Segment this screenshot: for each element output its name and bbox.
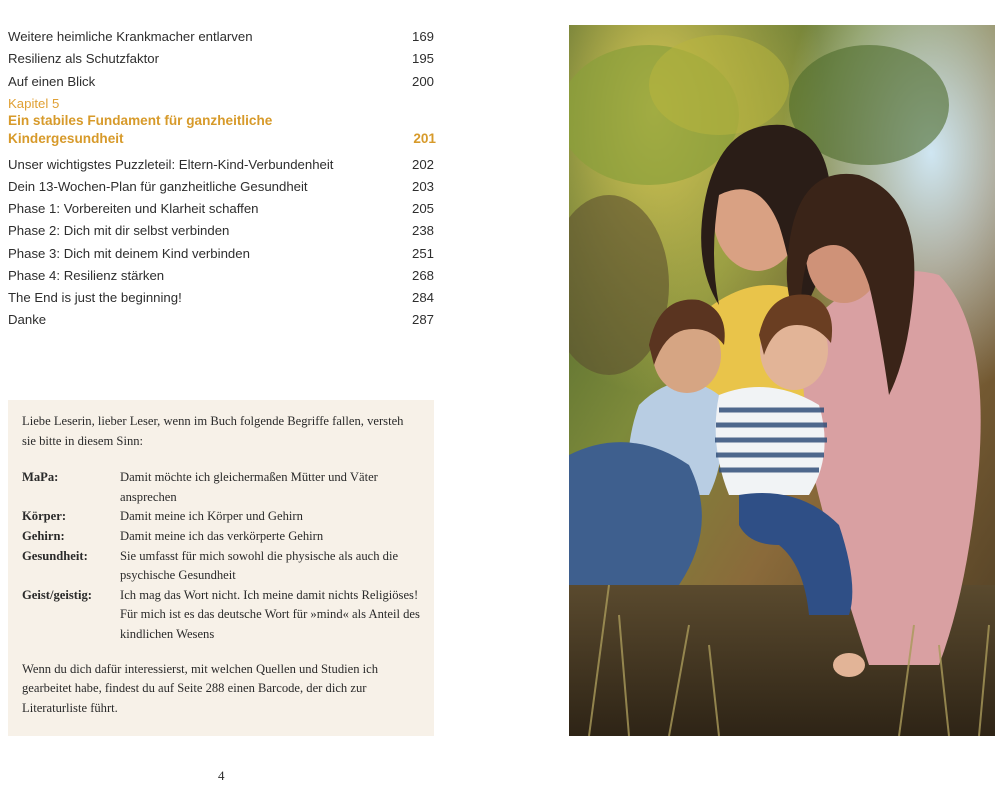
toc-entry-title: Phase 4: Resilienz stärken [8,267,165,283]
page-number: 4 [218,768,225,783]
glossary-entry [22,527,420,547]
toc-entry [8,261,436,283]
toc-entry-page: 202 [411,156,434,172]
toc-entry-title: Auf einen Blick [8,73,96,89]
toc-entry-title: Phase 2: Dich mit dir selbst verbinden [8,223,230,239]
toc-entry-page: 200 [411,73,434,89]
family-photo [569,25,995,736]
toc-entry-page: 287 [411,312,434,328]
toc-entry-title: Dein 13-Wochen-Plan für ganzheitliche Gesundheit [8,178,308,194]
toc-entry-page: 205 [411,201,434,217]
glossary-definition: Ich mag das Wort nicht. Ich meine damit nichts Religiöses! Für mich ist es das deutsche Wort für »mind« als Anteil des kindlichen Wesens [120,587,420,641]
glossary-term: MaPa: [22,470,59,485]
toc-entry-page: 268 [411,267,434,283]
toc-entry-title: Weitere heimliche Krankmacher entlarven [8,29,253,45]
glossary-entry [22,586,420,645]
chapter-page: 201 [413,130,436,146]
toc-entry-page: 195 [411,51,434,67]
glossary-term: Gehirn: [22,528,65,543]
glossary-entry [22,547,420,586]
chapter-label: Kapitel 5 [8,95,60,111]
toc-entry-title: Resilienz als Schutzfaktor [8,51,159,67]
glossary-definition: Sie umfasst für mich sowohl die physische als auch die psychische Gesundheit [120,548,399,583]
toc-entry-title: Danke [8,312,47,328]
glossary-definition: Damit meine ich Körper und Gehirn [120,509,303,524]
family-photo-illustration [569,25,995,736]
glossary-term: Gesundheit: [22,548,88,563]
chapter-heading [8,95,436,148]
glossary-term: Geist/geistig: [22,587,92,602]
chapter-title-row [8,112,436,148]
toc-entry-title: Phase 1: Vorbereiten und Klarheit schaffen [8,201,259,217]
toc-entry-page: 169 [411,29,434,45]
toc-entry [8,150,436,172]
glossary-box [8,400,434,736]
glossary-entry [22,507,420,527]
toc-entry-page: 238 [411,223,434,239]
toc-entry [8,283,436,305]
table-of-contents [8,22,436,327]
chapter-title: Ein stabiles Fundament für ganzheitliche Kindergesundheit [8,112,273,146]
glossary-outro: Wenn du dich dafür interessierst, mit welchen Quellen und Studien ich gearbeitet habe, findest du auf Seite 288 einen Barcode, der dich zur Literaturliste führt. [22,661,379,715]
toc-entry-title: Phase 3: Dich mit deinem Kind verbinden [8,245,250,261]
toc-entry-title: Unser wichtigstes Puzzleteil: Eltern-Kind-Verbundenheit [8,156,334,172]
toc-entry-page: 284 [411,289,434,305]
glossary-term: Körper: [22,509,67,524]
glossary-definition: Damit meine ich das verkörperte Gehirn [120,528,324,543]
toc-entry [8,172,436,194]
toc-entry [8,305,436,327]
toc-entry-title: The End is just the beginning! [8,289,182,305]
glossary-definition: Damit möchte ich gleichermaßen Mütter und Väter ansprechen [120,470,378,504]
toc-entry [8,238,436,260]
toc-entry [8,22,436,44]
toc-entry [8,194,436,216]
glossary-intro: Liebe Leserin, lieber Leser, wenn im Buch folgende Begriffe fallen, versteh sie bitte in diesem Sinn: [22,414,404,448]
toc-entry-page: 251 [411,245,434,261]
toc-entry [8,216,436,238]
glossary-entry [22,468,420,507]
toc-entry-page: 203 [411,178,434,194]
toc-entry [8,44,436,66]
toc-entry [8,66,436,88]
